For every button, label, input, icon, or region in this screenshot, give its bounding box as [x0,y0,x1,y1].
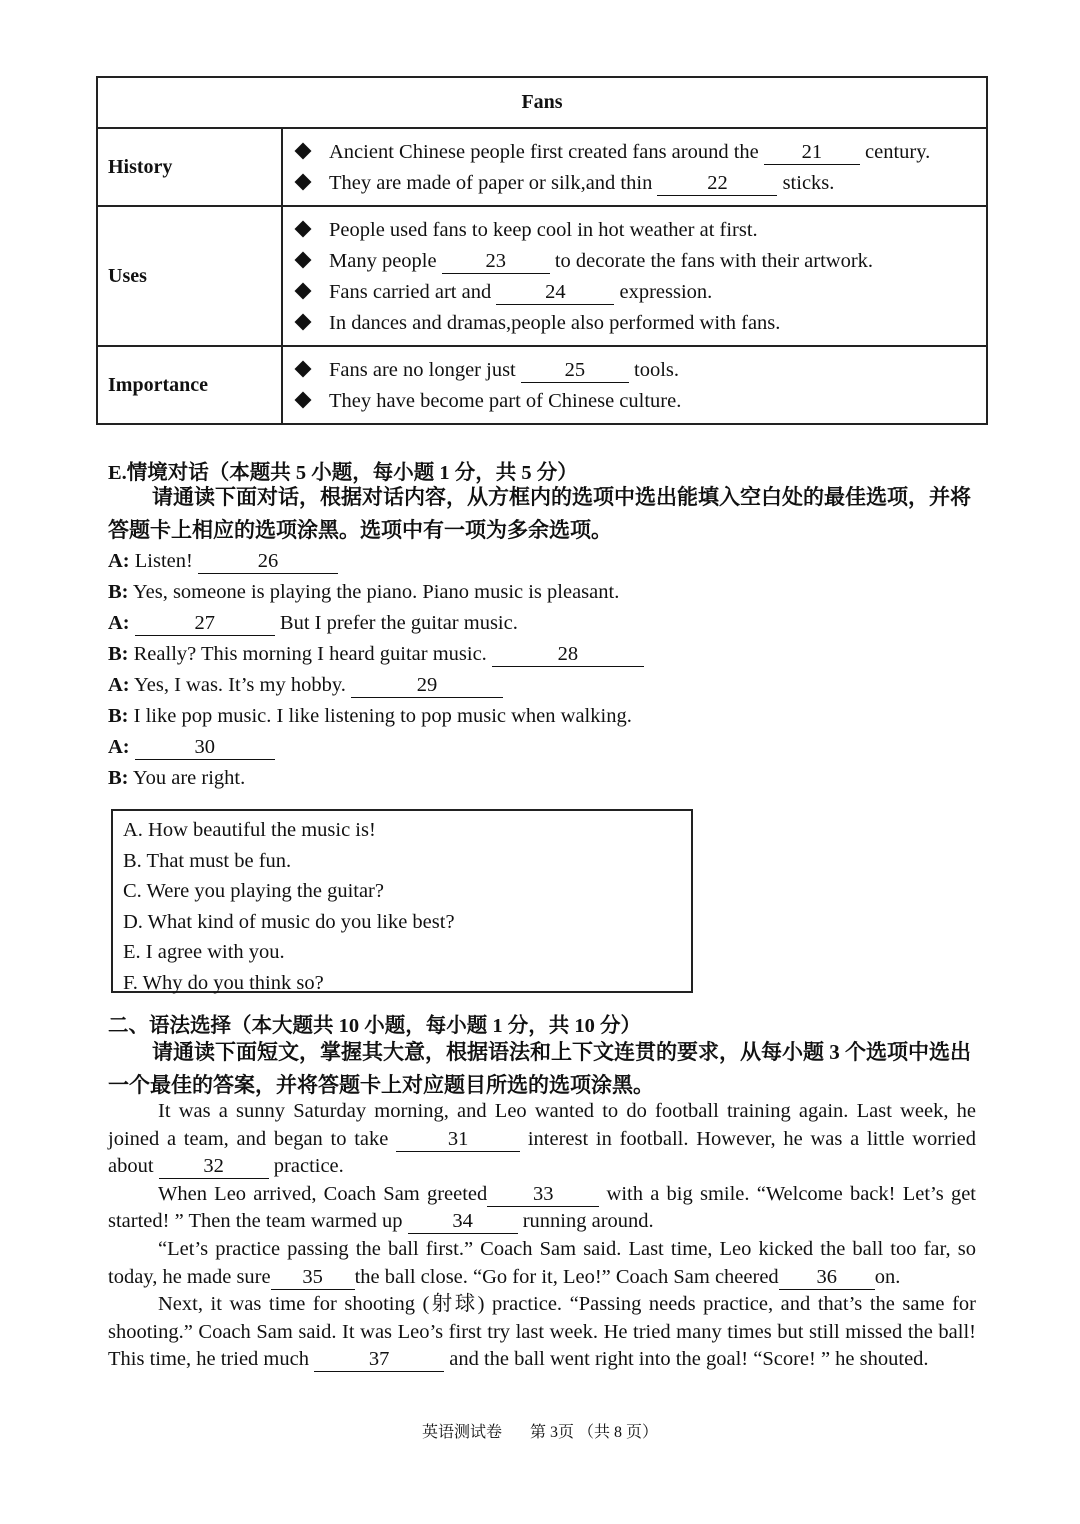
passage-paragraph [108,1098,976,1181]
item-text-after: tools. [634,359,679,381]
diamond-bullet-icon [295,252,312,269]
dialogue-text: Yes, I was. It’s my hobby. [134,674,346,696]
passage-text: It was a sunny Saturday morning, and Leo wanted to do football training again. Last week, he joined a team, and began to take [108,1100,976,1150]
options-box [111,809,693,993]
dialogue-line [108,670,644,701]
dialogue-line [108,701,644,732]
speaker-label: B: [108,767,129,789]
diamond-bullet-icon [295,221,312,238]
dialogue-text-after: But I prefer the guitar music. [279,612,518,634]
row-head-importance: Importance [97,346,282,424]
section-2-title: 二、语法选择（本大题共 10 小题，每小题 1 分，共 10 分） [108,1015,641,1037]
answer-blank: 37 [314,1347,444,1372]
page-footer [0,1419,1080,1442]
passage-paragraph [108,1291,976,1374]
item-text-after: century. [865,141,931,163]
speaker-label: B: [108,581,129,603]
answer-blank: 24 [496,280,614,305]
item-text-after: to decorate the fans with their artwork. [554,250,874,272]
answer-blank: 35 [271,1265,355,1290]
bullet-item [293,168,976,199]
dialogue-line [108,639,644,670]
item-text: Ancient Chinese people first created fans around the [329,141,759,163]
speaker-label: A: [108,736,130,758]
passage-text: “Let’s practice passing the ball first.” Coach Sam said. Last time, Leo kicked the ball too far, so today, he made sure [108,1237,976,1288]
option-item: D. What kind of music do you like best? [123,910,455,933]
item-text: They are made of paper or silk,and thin [329,172,653,194]
dialogue-line [108,577,644,608]
bullet-item [293,277,976,308]
passage-text: When Leo arrived, Coach Sam greeted [158,1182,488,1205]
passage-text: practice. [268,1155,344,1178]
speaker-label: A: [108,674,130,696]
answer-blank: 36 [779,1265,875,1290]
diamond-bullet-icon [295,283,312,300]
diamond-bullet-icon [295,361,312,378]
answer-blank: 26 [198,549,338,574]
speaker-label: A: [108,612,130,634]
speaker-label: B: [108,643,129,665]
bullet-item [293,308,976,339]
diamond-bullet-icon [295,392,312,409]
option-item: B. That must be fun. [123,849,292,872]
passage-text: the ball close. “Go for it, Leo!” Coach Sam cheered [354,1265,779,1288]
item-text-after: expression. [619,281,713,303]
dialogue-text: I like pop music. I like listening to pop music when walking. [133,705,632,727]
option-item: F. Why do you think so? [123,971,324,994]
speaker-label: A: [108,550,130,572]
speaker-label: B: [108,705,129,727]
item-text-after: sticks. [782,172,835,194]
passage-paragraph [108,1181,976,1236]
bullet-item [293,386,976,417]
answer-blank: 29 [351,673,503,698]
fans-table [96,76,988,425]
dialogue-line [108,732,644,763]
option-item: A. How beautiful the music is! [123,819,376,841]
passage-text: on. [874,1265,901,1288]
dialogue-line [108,763,644,794]
passage-text: interest in football. However, he was a little worried about [108,1127,976,1178]
footer-page: 第 3页 （共 8 页） [530,1424,659,1441]
section-e-title: E.情境对话（本题共 5 小题，每小题 1 分，共 5 分） [108,462,578,484]
answer-blank: 23 [442,249,550,274]
bullet-item [293,355,976,386]
answer-blank: 33 [487,1182,599,1207]
item-text: People used fans to keep cool in hot weather at first. [329,219,758,241]
answer-blank: 22 [657,171,777,196]
option-item: C. Were you playing the guitar? [123,880,384,903]
answer-blank: 31 [396,1127,520,1152]
passage-text: and the ball went right into the goal! “Score! ” he shouted. [444,1348,929,1371]
answer-blank: 32 [159,1154,269,1179]
bullet-item [293,246,976,277]
dialogue-text: Listen! [134,550,193,572]
passage-text: running around. [517,1210,654,1233]
section-e-instruction: 请通读下面对话，根据对话内容，从方框内的选项中选出能填入空白处的最佳选项，并将答题卡上相应的选项涂黑。选项中有一项为多余选项。 [108,485,971,542]
passage-paragraph [108,1236,976,1291]
footer-subject: 英语测试卷 [421,1424,502,1441]
row-head-uses: Uses [97,206,282,346]
passage-text: Next, it was time for shooting (射球) practice. “Passing needs practice, and that’s the same for shooting.” Coach Sam said. It was Leo’s first try last week. He tried many times but still missed the ball! This time, he tried much [108,1293,976,1371]
dialogue-line [108,546,644,577]
passage-text: with a big smile. “Welcome back! Let’s get started! ” Then the team warmed up [108,1182,976,1233]
item-text: Fans are no longer just [329,359,516,381]
answer-blank: 28 [492,642,644,667]
dialogue [108,546,644,794]
item-text: Many people [329,250,437,272]
row-body-importance [282,346,987,424]
diamond-bullet-icon [295,143,312,160]
dialogue-line [108,608,644,639]
bullet-item [293,215,976,246]
answer-blank: 27 [135,611,275,636]
section-2-instruction: 请通读下面短文，掌握其大意，根据语法和上下文连贯的要求，从每小题 3 个选项中选出一个最佳的答案，并将答题卡上对应题目所选的选项涂黑。 [108,1040,971,1097]
answer-blank: 30 [135,735,275,760]
diamond-bullet-icon [295,174,312,191]
item-text: They have become part of Chinese culture. [329,390,682,412]
row-body-uses [282,206,987,346]
dialogue-text: Yes, someone is playing the piano. Piano music is pleasant. [132,581,620,603]
dialogue-text: Really? This morning I heard guitar music. [133,643,487,665]
diamond-bullet-icon [295,314,312,331]
passage [108,1098,976,1374]
item-text: Fans carried art and [329,281,492,303]
row-body-history [282,128,987,206]
table-title: Fans [97,77,987,128]
row-head-history: History [97,128,282,206]
answer-blank: 34 [408,1209,518,1234]
answer-blank: 25 [521,358,629,383]
answer-blank: 21 [764,140,860,165]
option-item: E. I agree with you. [123,941,285,964]
bullet-item [293,137,976,168]
item-text: In dances and dramas,people also performed with fans. [329,312,781,334]
dialogue-text: You are right. [132,767,246,789]
